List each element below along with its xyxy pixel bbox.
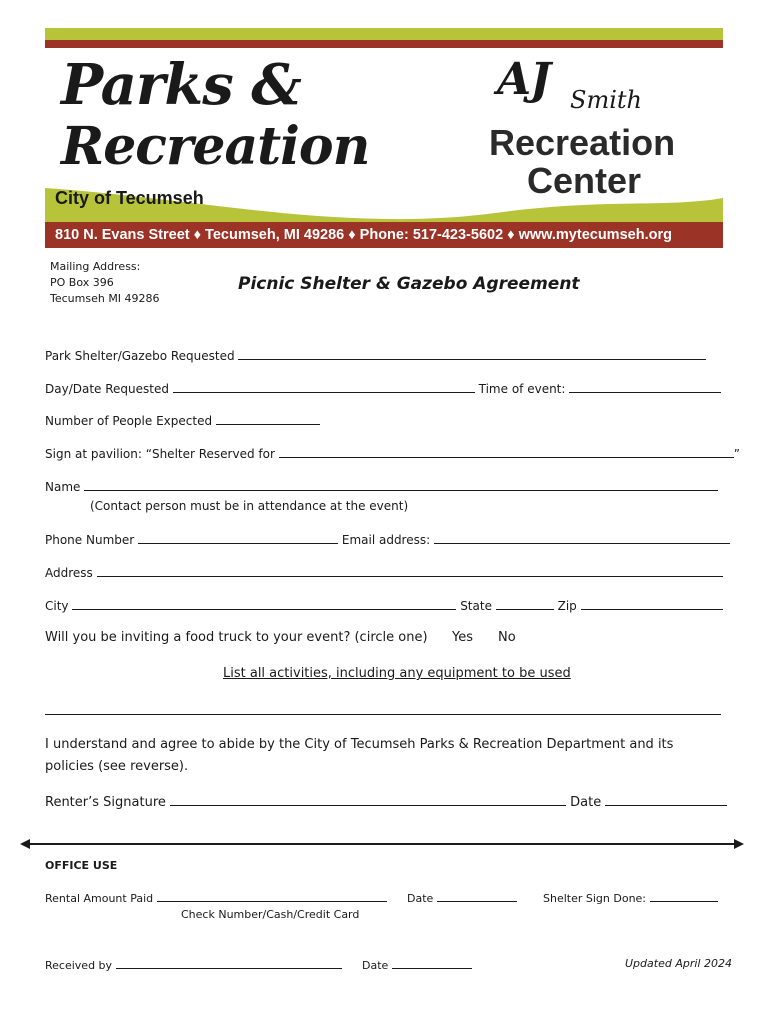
name-label: Name <box>45 480 81 494</box>
renter-signature-row <box>45 792 727 810</box>
city-field[interactable] <box>72 598 456 610</box>
time-of-event-label: Time of event: <box>478 382 566 396</box>
center-word: Center <box>527 160 642 201</box>
rental-paid-row <box>45 890 387 905</box>
green-stripe <box>45 28 723 40</box>
updated-note: Updated April 2024 <box>625 957 732 970</box>
logo-parks-text: Parks & <box>61 52 301 118</box>
phone-email-row <box>45 532 730 547</box>
email-label: Email address: <box>341 533 431 547</box>
office-date-row <box>407 890 517 905</box>
payment-method-label: Check Number/Cash/Credit Card <box>181 908 360 921</box>
day-date-row <box>45 381 721 396</box>
day-date-label: Day/Date Requested <box>45 382 169 396</box>
agreement-text: I understand and agree to abide by the City of Tecumseh Parks & Recreation Department and its policies (see reverse). <box>45 737 674 774</box>
received-by-row <box>45 957 342 972</box>
address-row <box>45 565 723 580</box>
shelter-sign-row <box>543 890 718 905</box>
rental-paid-label: Rental Amount Paid <box>45 892 154 905</box>
office-date-field[interactable] <box>437 890 517 902</box>
city-state-zip-row <box>45 598 723 613</box>
zip-field[interactable] <box>581 598 723 610</box>
received-date-row <box>362 957 472 972</box>
city-of-tecumseh: City of Tecumseh <box>55 188 204 208</box>
park-shelter-label: Park Shelter/Gazebo Requested <box>45 349 235 363</box>
day-date-field[interactable] <box>173 381 475 393</box>
renter-signature-field[interactable] <box>170 792 566 806</box>
received-by-field[interactable] <box>116 957 342 969</box>
received-date-label: Date <box>362 959 389 972</box>
mailing-line-2: PO Box 396 <box>50 276 114 289</box>
activities-field[interactable] <box>45 714 721 715</box>
smith-text: Smith <box>570 86 642 114</box>
shelter-sign-label: Shelter Sign Done: <box>543 892 647 905</box>
sign-pavilion-row <box>45 446 740 461</box>
food-truck-yes[interactable]: Yes <box>452 630 473 645</box>
park-shelter-field[interactable] <box>238 348 706 360</box>
received-by-label: Received by <box>45 959 113 972</box>
phone-label: Phone Number <box>45 533 135 547</box>
address-bar: 810 N. Evans Street ♦ Tecumseh, MI 49286 ♦ Phone: 517-423-5602 ♦ www.mytecumseh.org <box>45 222 723 248</box>
mailing-address <box>50 259 160 307</box>
state-field[interactable] <box>496 598 554 610</box>
people-expected-label: Number of People Expected <box>45 414 213 428</box>
park-shelter-row <box>45 348 706 363</box>
received-date-field[interactable] <box>392 957 472 969</box>
signature-date-label: Date <box>570 795 602 810</box>
time-of-event-field[interactable] <box>569 381 721 393</box>
contact-note: (Contact person must be in attendance at the event) <box>90 499 409 513</box>
address-label: Address <box>45 566 93 580</box>
office-date-label: Date <box>407 892 434 905</box>
renter-signature-label: Renter’s Signature <box>45 795 166 810</box>
office-divider-arrow <box>20 836 744 852</box>
logo-recreation-text: Recreation <box>61 116 370 177</box>
name-row <box>45 479 718 494</box>
phone-field[interactable] <box>138 532 338 544</box>
city-label: City <box>45 599 69 613</box>
email-field[interactable] <box>434 532 730 544</box>
sign-pavilion-field[interactable] <box>279 446 734 458</box>
page-title: Picnic Shelter & Gazebo Agreement <box>238 274 580 294</box>
red-stripe <box>45 40 723 48</box>
name-field[interactable] <box>84 479 718 491</box>
state-label: State <box>460 599 492 613</box>
food-truck-question: Will you be inviting a food truck to your event? (circle one) <box>45 630 428 645</box>
zip-label: Zip <box>557 599 577 613</box>
rental-paid-field[interactable] <box>157 890 387 902</box>
address-field[interactable] <box>97 565 723 577</box>
sign-pavilion-label: Sign at pavilion: “Shelter Reserved for <box>45 447 275 461</box>
signature-date-field[interactable] <box>605 792 727 806</box>
mailing-line-1: Mailing Address: <box>50 260 141 273</box>
aj-monogram: AJ <box>497 54 550 105</box>
mailing-line-3: Tecumseh MI 49286 <box>50 292 160 305</box>
food-truck-no[interactable]: No <box>498 630 516 645</box>
activities-heading: List all activities, including any equipment to be used <box>223 666 571 681</box>
recreation-word: Recreation <box>489 122 676 163</box>
people-expected-field[interactable] <box>216 413 320 425</box>
office-use-heading: OFFICE USE <box>45 859 118 872</box>
sign-close-quote: ” <box>733 447 740 461</box>
people-expected-row <box>45 413 320 428</box>
shelter-sign-field[interactable] <box>650 890 718 902</box>
header-banner <box>45 28 723 248</box>
